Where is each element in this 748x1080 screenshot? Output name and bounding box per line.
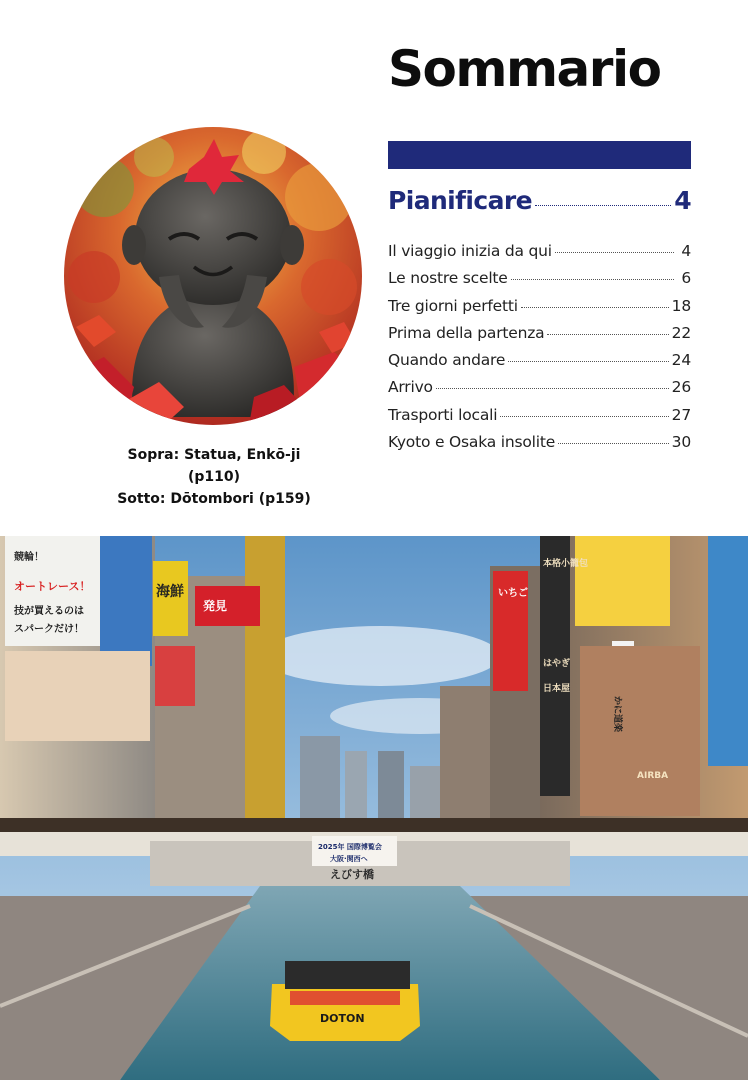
toc-entry-label: Il viaggio inizia da qui: [388, 242, 552, 260]
photo-caption: [100, 444, 328, 510]
sign-left-4: スパークだけ！: [14, 624, 84, 635]
statue-photo: [64, 127, 362, 425]
sign-right-4: はやぎ: [543, 659, 571, 669]
sign-right-6: AIRBA: [637, 771, 669, 781]
title-rule: [388, 141, 691, 169]
toc-entry[interactable]: [388, 238, 691, 265]
caption-line-below: Sotto: Dōtombori (p159): [117, 491, 311, 507]
toc-entry-label: Tre giorni perfetti: [388, 296, 518, 315]
dot-leader: [558, 443, 669, 444]
sign-hakken: 発見: [203, 599, 228, 613]
toc-entry-page: 6: [681, 269, 691, 288]
toc-entry-label: Arrivo: [388, 378, 433, 397]
dot-leader: [547, 334, 668, 335]
toc-entry-label: Trasporti locali: [388, 405, 498, 424]
section-page: 4: [674, 186, 691, 215]
sign-right-1: 本格小籠包: [543, 559, 589, 569]
boat-name: DOTON: [320, 1012, 365, 1025]
dot-leader: [535, 205, 671, 206]
toc-entry[interactable]: [388, 347, 691, 374]
toc-entry[interactable]: [388, 293, 691, 320]
toc-entry[interactable]: [388, 265, 691, 292]
sign-right-3: いちご: [498, 588, 528, 599]
sign-left-1: 競輪！: [14, 552, 44, 563]
toc-entry-page: 4: [681, 242, 691, 260]
sign-kaisen: 海鮮: [156, 584, 184, 600]
toc-entry[interactable]: [388, 402, 691, 429]
toc-entry-label: Le nostre scelte: [388, 269, 508, 288]
toc-entry-page: 26: [671, 378, 691, 397]
toc-entry-page: 22: [671, 323, 691, 342]
dot-leader: [511, 279, 674, 280]
dot-leader: [521, 307, 669, 308]
toc-entry-label: Prima della partenza: [388, 323, 545, 342]
sign-right-2: かに道楽: [612, 696, 622, 733]
dot-leader: [555, 252, 674, 253]
caption-line-above: Sopra: Statua, Enkō-ji (p110): [127, 447, 301, 485]
bridge-name-plate: えびす橋: [330, 868, 374, 881]
dot-leader: [500, 416, 668, 417]
dot-leader: [508, 361, 668, 362]
toc-entry-page: 30: [671, 433, 691, 452]
toc-entry[interactable]: [388, 429, 691, 456]
toc-entry-page: 24: [671, 351, 691, 370]
dotonbori-photo: [0, 536, 748, 1080]
toc-entry[interactable]: [388, 374, 691, 401]
sign-right-5: 日本屋: [543, 684, 571, 694]
sign-left-2: オートレース！: [14, 580, 91, 593]
toc-list: [388, 238, 691, 456]
bridge-banner-bottom: 大阪·関西へ: [330, 855, 368, 863]
section-label: Pianificare: [388, 186, 532, 215]
toc-entry-label: Quando andare: [388, 351, 506, 370]
page-title: Sommario: [388, 40, 661, 98]
toc-entry-page: 18: [671, 296, 691, 315]
sign-left-3: 技が買えるのは: [14, 606, 84, 617]
toc-entry-label: Kyoto e Osaka insolite: [388, 433, 556, 452]
dot-leader: [436, 388, 669, 389]
bridge-banner-top: 2025年 国際博覧会: [318, 843, 382, 851]
toc-section-heading[interactable]: [388, 186, 691, 215]
toc-entry-page: 27: [671, 405, 691, 424]
toc-entry[interactable]: [388, 320, 691, 347]
